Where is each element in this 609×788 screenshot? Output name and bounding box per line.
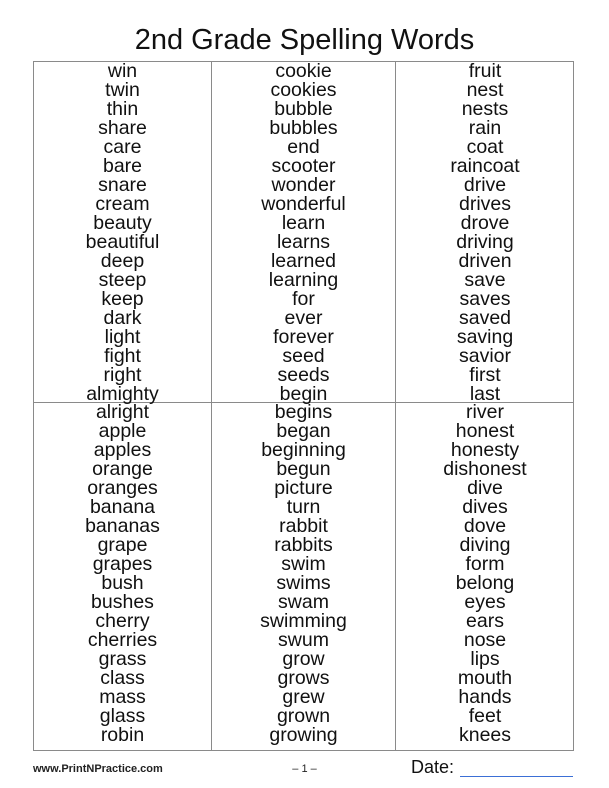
spelling-word: bush: [101, 572, 144, 594]
spelling-word: cookie: [275, 60, 332, 82]
spelling-word: belong: [455, 572, 515, 594]
spelling-word: saved: [458, 307, 512, 329]
spelling-word: orange: [92, 458, 153, 480]
spelling-word: rabbits: [274, 534, 333, 556]
spelling-word: snare: [98, 174, 147, 196]
spelling-word: robin: [100, 724, 145, 746]
spelling-word: growing: [269, 724, 338, 746]
spelling-word: coat: [466, 136, 504, 158]
spelling-word: begin: [279, 383, 328, 405]
spelling-word: alright: [95, 401, 150, 423]
spelling-word: honesty: [450, 439, 520, 461]
spelling-word: wonder: [271, 174, 336, 196]
spelling-word: swum: [278, 629, 329, 651]
spelling-word: bananas: [85, 515, 160, 537]
spelling-word: bubbles: [269, 117, 338, 139]
spelling-word: forever: [273, 326, 334, 348]
spelling-word: twin: [105, 79, 140, 101]
spelling-word: wonderful: [261, 193, 346, 215]
word-column-top-1: [34, 62, 211, 404]
spelling-word: begins: [274, 401, 333, 423]
spelling-word: cream: [95, 193, 150, 215]
spelling-word: scooter: [271, 155, 336, 177]
spelling-word: keep: [101, 288, 144, 310]
spelling-word: first: [469, 364, 501, 386]
spelling-word: driving: [456, 231, 514, 253]
page-title: 2nd Grade Spelling Words: [134, 24, 475, 56]
spelling-word: driven: [458, 250, 512, 272]
spelling-word: honest: [455, 420, 515, 442]
spelling-word: class: [100, 667, 145, 689]
date-label: Date:: [411, 757, 455, 777]
spelling-word: begun: [276, 458, 331, 480]
spelling-word: save: [464, 269, 506, 291]
word-grid: [33, 61, 574, 751]
spelling-word: last: [469, 383, 501, 405]
spelling-word: drives: [458, 193, 512, 215]
spelling-word: grow: [282, 648, 325, 670]
word-column-top-2: [212, 62, 395, 404]
spelling-word: apple: [98, 420, 147, 442]
website-url: www.PrintNPractice.com: [33, 763, 163, 775]
word-column-top-3: [396, 62, 574, 404]
word-column-bottom-3: [396, 403, 574, 745]
spelling-word: win: [107, 60, 138, 82]
spelling-word: fight: [104, 345, 141, 367]
spelling-word: knees: [458, 724, 512, 746]
spelling-word: care: [103, 136, 142, 158]
spelling-word: eyes: [464, 591, 506, 613]
spelling-word: fruit: [468, 60, 502, 82]
spelling-word: drive: [463, 174, 507, 196]
spelling-word: nose: [463, 629, 507, 651]
spelling-word: saving: [456, 326, 514, 348]
spelling-word: dark: [103, 307, 142, 329]
word-column-bottom-1: [34, 403, 211, 745]
spelling-word: oranges: [87, 477, 158, 499]
spelling-word: ever: [284, 307, 323, 329]
spelling-word: swam: [278, 591, 329, 613]
spelling-word: swim: [281, 553, 326, 575]
spelling-word: saves: [459, 288, 511, 310]
spelling-word: river: [466, 401, 504, 423]
spelling-word: end: [287, 136, 320, 158]
spelling-word: raincoat: [450, 155, 520, 177]
spelling-word: grape: [97, 534, 148, 556]
spelling-word: dove: [463, 515, 507, 537]
spelling-word: almighty: [86, 383, 159, 405]
spelling-word: beginning: [261, 439, 346, 461]
spelling-word: steep: [98, 269, 147, 291]
spelling-word: light: [104, 326, 141, 348]
spelling-word: grown: [276, 705, 331, 727]
spelling-word: swimming: [260, 610, 347, 632]
spelling-word: feet: [468, 705, 502, 727]
spelling-word: mouth: [457, 667, 513, 689]
spelling-word: bubble: [274, 98, 333, 120]
spelling-word: nests: [461, 98, 509, 120]
spelling-word: bushes: [91, 591, 154, 613]
spelling-word: nest: [466, 79, 504, 101]
spelling-word: dives: [462, 496, 508, 518]
spelling-word: mass: [99, 686, 146, 708]
spelling-word: learn: [281, 212, 326, 234]
spelling-word: deep: [100, 250, 145, 272]
spelling-word: beauty: [93, 212, 152, 234]
spelling-word: learned: [270, 250, 337, 272]
spelling-word: grapes: [92, 553, 153, 575]
spelling-word: grows: [277, 667, 330, 689]
spelling-word: cherries: [87, 629, 158, 651]
spelling-word: banana: [89, 496, 156, 518]
spelling-word: dive: [467, 477, 503, 499]
spelling-word: hands: [458, 686, 512, 708]
spelling-word: thin: [106, 98, 139, 120]
spelling-word: drove: [460, 212, 510, 234]
spelling-word: turn: [286, 496, 321, 518]
spelling-word: learning: [268, 269, 339, 291]
spelling-word: savior: [458, 345, 512, 367]
spelling-word: grass: [98, 648, 147, 670]
spelling-word: rabbit: [279, 515, 328, 537]
spelling-word: began: [276, 420, 331, 442]
spelling-word: apples: [93, 439, 152, 461]
spelling-word: glass: [99, 705, 146, 727]
word-column-bottom-2: [212, 403, 395, 745]
date-field[interactable]: [460, 776, 573, 777]
spelling-word: right: [103, 364, 142, 386]
spelling-word: bare: [102, 155, 143, 177]
spelling-word: lips: [470, 648, 500, 670]
spelling-word: seeds: [277, 364, 330, 386]
spelling-word: swims: [276, 572, 331, 594]
spelling-word: beautiful: [85, 231, 160, 253]
spelling-word: picture: [274, 477, 333, 499]
spelling-word: for: [292, 288, 315, 310]
page-number: – 1 –: [292, 763, 317, 775]
spelling-word: cookies: [270, 79, 337, 101]
spelling-word: dishonest: [443, 458, 527, 480]
spelling-word: form: [465, 553, 505, 575]
spelling-word: diving: [459, 534, 511, 556]
spelling-word: seed: [282, 345, 325, 367]
spelling-word: cherry: [95, 610, 150, 632]
spelling-word: learns: [276, 231, 331, 253]
spelling-word: share: [98, 117, 147, 139]
spelling-word: rain: [468, 117, 502, 139]
spelling-word: ears: [466, 610, 504, 632]
spelling-word: grew: [282, 686, 325, 708]
